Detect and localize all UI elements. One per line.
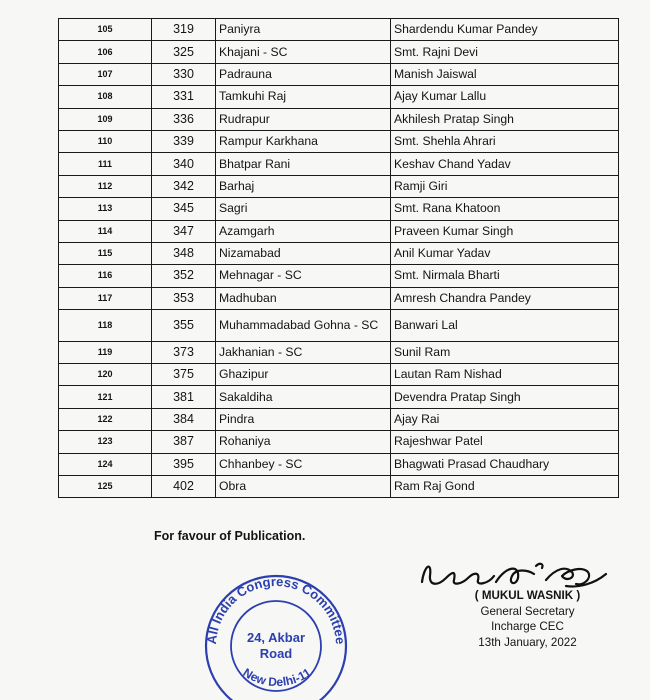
constituency-name-cell: Mehnagar - SC [216,265,391,287]
candidate-name-cell: Smt. Rajni Devi [391,41,619,63]
constituency-number-cell: 402 [152,475,216,497]
candidate-name-cell: Ram Raj Gond [391,475,619,497]
constituency-number-cell: 342 [152,175,216,197]
table-row [59,408,619,430]
serial-number-cell: 109 [59,108,152,130]
constituency-number-cell: 348 [152,242,216,264]
candidate-name-cell: Amresh Chandra Pandey [391,287,619,309]
candidate-name-cell: Shardendu Kumar Pandey [391,19,619,41]
serial-number-cell: 123 [59,431,152,453]
constituency-number-cell: 340 [152,153,216,175]
constituency-name-cell: Sagri [216,198,391,220]
constituency-name-cell: Tamkuhi Raj [216,86,391,108]
constituency-number-cell: 339 [152,130,216,152]
serial-number-cell: 125 [59,475,152,497]
serial-number-cell: 121 [59,386,152,408]
candidate-name-cell: Banwari Lal [391,310,619,342]
constituency-number-cell: 352 [152,265,216,287]
table-row [59,341,619,363]
table-row [59,242,619,264]
congress-committee-seal [200,570,350,700]
serial-number-cell: 113 [59,198,152,220]
serial-number-cell: 119 [59,341,152,363]
serial-number-cell: 108 [59,86,152,108]
table-row [59,287,619,309]
constituency-name-cell: Ghazipur [216,363,391,385]
constituency-name-cell: Barhaj [216,175,391,197]
candidate-name-cell: Akhilesh Pratap Singh [391,108,619,130]
candidate-name-cell: Praveen Kumar Singh [391,220,619,242]
constituency-number-cell: 325 [152,41,216,63]
constituency-name-cell: Madhuban [216,287,391,309]
constituency-number-cell: 353 [152,287,216,309]
table-row [59,108,619,130]
candidate-name-cell: Devendra Pratap Singh [391,386,619,408]
serial-number-cell: 117 [59,287,152,309]
table-row [59,475,619,497]
candidate-name-cell: Rajeshwar Patel [391,431,619,453]
publication-note: For favour of Publication. [154,529,306,543]
table-row [59,175,619,197]
table-row [59,86,619,108]
constituency-name-cell: Azamgarh [216,220,391,242]
serial-number-cell: 112 [59,175,152,197]
serial-number-cell: 111 [59,153,152,175]
constituency-name-cell: Muhammadabad Gohna - SC [216,310,391,342]
constituency-number-cell: 395 [152,453,216,475]
table-row [59,19,619,41]
serial-number-cell: 110 [59,130,152,152]
constituency-name-cell: Padrauna [216,63,391,85]
table-row [59,453,619,475]
constituency-number-cell: 384 [152,408,216,430]
seal-address-line1: 24, Akbar [246,630,306,645]
table-row [59,431,619,453]
handwritten-signature [416,552,616,592]
constituency-name-cell: Pindra [216,408,391,430]
constituency-number-cell: 330 [152,63,216,85]
signature-date: 13th January, 2022 [478,635,577,649]
serial-number-cell: 105 [59,19,152,41]
signatory-title: General Secretary [480,604,575,618]
signatory-role: Incharge CEC [491,620,564,633]
serial-number-cell: 107 [59,63,152,85]
serial-number-cell: 115 [59,242,152,264]
table-row [59,310,619,342]
candidate-name-cell: Bhagwati Prasad Chaudhary [391,453,619,475]
seal-ring-text: All India Congress Committee [203,573,349,645]
serial-number-cell: 122 [59,408,152,430]
serial-number-cell: 106 [59,41,152,63]
table-row [59,198,619,220]
serial-number-cell: 120 [59,363,152,385]
constituency-name-cell: Rampur Karkhana [216,130,391,152]
constituency-number-cell: 381 [152,386,216,408]
table-row [59,265,619,287]
candidate-name-cell: Ajay Kumar Lallu [391,86,619,108]
candidate-name-cell: Anil Kumar Yadav [391,242,619,264]
table-row [59,363,619,385]
candidate-name-cell: Manish Jaiswal [391,63,619,85]
constituency-name-cell: Chhanbey - SC [216,453,391,475]
constituency-name-cell: Sakaldiha [216,386,391,408]
candidate-name-cell: Smt. Rana Khatoon [391,198,619,220]
candidate-name-cell: Smt. Nirmala Bharti [391,265,619,287]
table-row [59,386,619,408]
constituency-number-cell: 375 [152,363,216,385]
constituency-number-cell: 355 [152,310,216,342]
signatory-block [440,588,615,650]
candidate-name-cell: Lautan Ram Nishad [391,363,619,385]
table-row [59,41,619,63]
svg-text:New Delhi-11 [241,665,314,689]
seal-address-line2: Road [259,646,293,661]
constituency-number-cell: 336 [152,108,216,130]
table-row [59,153,619,175]
constituency-name-cell: Khajani - SC [216,41,391,63]
constituency-name-cell: Bhatpar Rani [216,153,391,175]
candidates-table-body [59,19,619,498]
seal-city-text: New Delhi-11 [240,665,314,690]
constituency-number-cell: 387 [152,431,216,453]
candidate-name-cell: Sunil Ram [391,341,619,363]
serial-number-cell: 124 [59,453,152,475]
serial-number-cell: 116 [59,265,152,287]
candidate-name-cell: Ramji Giri [391,175,619,197]
constituency-number-cell: 319 [152,19,216,41]
serial-number-cell: 114 [59,220,152,242]
constituency-name-cell: Rudrapur [216,108,391,130]
constituency-name-cell: Rohaniya [216,431,391,453]
constituency-number-cell: 345 [152,198,216,220]
constituency-name-cell: Paniyra [216,19,391,41]
table-row [59,130,619,152]
candidate-name-cell: Keshav Chand Yadav [391,153,619,175]
table-row [59,63,619,85]
table-row [59,220,619,242]
constituency-number-cell: 373 [152,341,216,363]
constituency-name-cell: Nizamabad [216,242,391,264]
candidate-name-cell: Ajay Rai [391,408,619,430]
constituency-number-cell: 347 [152,220,216,242]
candidates-table [58,18,619,498]
constituency-name-cell: Obra [216,475,391,497]
candidate-name-cell: Smt. Shehla Ahrari [391,130,619,152]
serial-number-cell: 118 [59,310,152,342]
constituency-name-cell: Jakhanian - SC [216,341,391,363]
constituency-number-cell: 331 [152,86,216,108]
signatory-name: ( MUKUL WASNIK ) [474,589,581,602]
